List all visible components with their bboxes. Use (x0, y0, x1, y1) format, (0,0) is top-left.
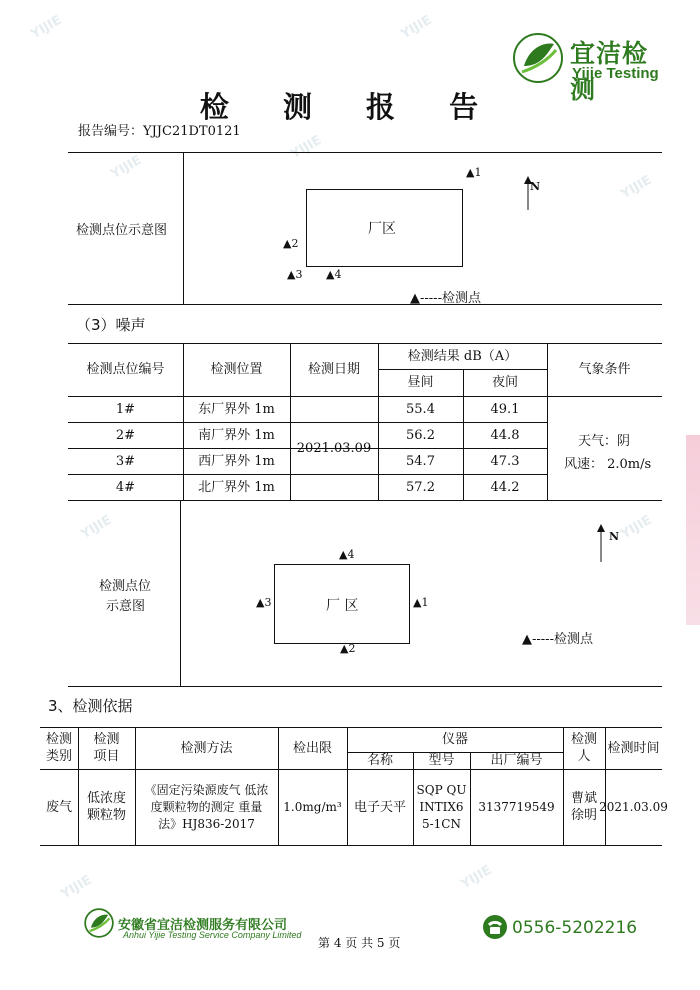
logo-text-en: Yijie Testing (572, 65, 659, 82)
header-location: 检测位置 (210, 362, 263, 377)
factory-label: 厂区 (368, 221, 396, 237)
watermark: YIJIE (78, 512, 115, 543)
table-cell: 3137719549 (478, 799, 555, 814)
table-cell: SQP QUINTIX65-1CN (416, 782, 467, 831)
table-cell: 1.0mg/m³ (283, 799, 342, 814)
table-cell: 曹斌徐明 (570, 791, 597, 823)
weather-line: 天气：阴 (578, 434, 631, 449)
table-border (68, 500, 662, 501)
north-label: N (530, 180, 541, 193)
watermark: YIJIE (58, 872, 95, 903)
point-marker: ▲2 (340, 642, 356, 655)
header-weather: 气象条件 (578, 362, 631, 377)
leaf-logo-icon (512, 32, 564, 84)
point-marker: ▲3 (287, 268, 303, 281)
table-cell: 北厂界外 1m (198, 479, 275, 495)
report-number: 报告编号：YJJC21DT0121 (78, 124, 241, 139)
table-cell: 54.7 (406, 453, 435, 469)
map-label: 检测点位示意图 (76, 223, 168, 238)
watermark: YIJIE (618, 512, 655, 543)
header-instrument: 仪器 (441, 732, 468, 747)
table-border (68, 686, 662, 687)
point-marker: ▲1 (466, 166, 482, 179)
table-cell: 电子天平 (353, 799, 406, 815)
header-point-no: 检测点位编号 (86, 362, 165, 377)
header-time: 检测时间 (607, 740, 660, 756)
company-name-en: Anhui Yijie Testing Service Company Limited (123, 930, 302, 940)
table-border (180, 500, 181, 686)
map-label: 检测点位 (99, 579, 152, 594)
table-cell: 南厂界外 1m (198, 427, 275, 443)
phone-number: 0556-5202216 (512, 918, 638, 938)
header-night: 夜间 (491, 375, 518, 390)
table-cell: 3# (115, 453, 136, 469)
header-day: 昼间 (407, 375, 434, 390)
north-label: N (609, 530, 620, 543)
table-cell: 44.8 (490, 427, 520, 443)
logo-text-cn: 宜洁检测 (570, 39, 649, 104)
map-legend: ▲-----检测点 (410, 291, 481, 306)
watermark: YIJIE (618, 172, 655, 203)
table-cell: 废气 (45, 799, 72, 815)
header-category: 检测类别 (45, 732, 72, 764)
table-cell: 2# (115, 427, 136, 443)
table-cell: 4# (115, 479, 136, 495)
weather-line: 风速： 2.0m/s (564, 457, 652, 472)
page-title: 检 测 报 告 (199, 90, 501, 124)
table-cell: 44.2 (490, 479, 520, 495)
company-logo (512, 30, 672, 104)
header-serial: 出厂编号 (490, 753, 543, 768)
header-date: 检测日期 (307, 362, 360, 377)
table-cell: 东厂界外 1m (198, 401, 275, 417)
table-cell: 55.4 (406, 401, 435, 417)
point-marker: ▲4 (326, 268, 342, 281)
table-border (68, 304, 662, 305)
table-cell: 57.2 (406, 479, 435, 495)
header-result: 检测结果 dB（A） (407, 348, 518, 364)
date-cell: 2021.03.09 (296, 440, 372, 456)
point-marker: ▲3 (256, 596, 272, 609)
table-cell: 47.3 (490, 453, 520, 469)
header-name: 名称 (366, 753, 393, 768)
table-cell: 2021.03.09 (599, 799, 668, 814)
watermark: YIJIE (458, 862, 495, 893)
north-arrow-icon (596, 524, 608, 564)
point-marker: ▲1 (413, 596, 429, 609)
watermark: YIJIE (398, 12, 435, 43)
leaf-logo-icon (84, 908, 114, 938)
table-cell: 西厂界外 1m (198, 453, 275, 469)
header-method: 检测方法 (180, 740, 233, 756)
seal-stamp (686, 435, 700, 625)
map-legend: ▲-----检测点 (522, 632, 593, 647)
header-model: 型号 (428, 753, 455, 768)
header-item: 检测项目 (93, 732, 120, 764)
section-title: 3、检测依据 (48, 697, 133, 715)
watermark: YIJIE (108, 152, 145, 183)
table-border (68, 152, 662, 153)
header-limit: 检出限 (292, 740, 332, 756)
company-name-cn: 安徽省宜洁检测服务有限公司 (118, 918, 288, 933)
table-border (40, 845, 662, 846)
point-marker: ▲4 (339, 548, 355, 561)
page-number: 第 4 页 共 5 页 (318, 936, 401, 950)
table-cell: 49.1 (490, 401, 520, 417)
watermark: YIJIE (28, 12, 65, 43)
factory-label: 厂 区 (326, 598, 359, 614)
map-label: 示意图 (106, 599, 146, 614)
point-marker: ▲2 (283, 237, 299, 250)
table-cell: 1# (115, 401, 136, 417)
phone-icon (482, 914, 508, 940)
table-border (183, 152, 184, 304)
watermark: YIJIE (288, 132, 325, 163)
section-title: （3）噪声 (76, 316, 146, 334)
table-cell: 56.2 (406, 427, 435, 443)
table-cell: 《固定污染源废气 低浓度颗粒物的测定 重量法》HJ836-2017 (144, 782, 269, 831)
header-inspector: 检测人 (570, 732, 597, 764)
table-cell: 低浓度颗粒物 (86, 791, 126, 823)
